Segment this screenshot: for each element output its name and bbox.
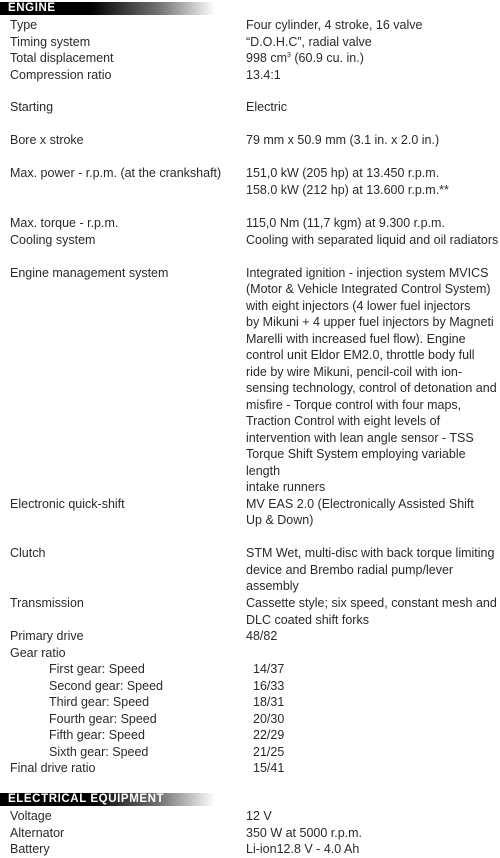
spec-value-tail: (60.9 cu. in.) xyxy=(290,51,364,65)
spec-value: Cooling with separated liquid and oil radiators xyxy=(246,232,499,247)
spec-value: Electric xyxy=(246,100,287,114)
spec-label: Cooling system xyxy=(10,232,96,247)
superscript: 3 xyxy=(287,52,291,59)
spec-label: Total displacement xyxy=(10,51,114,65)
spec-value: 12 V xyxy=(246,809,272,823)
spec-value: 18/31 xyxy=(253,695,285,709)
spec-label: Battery xyxy=(10,842,50,856)
spec-value: 22/29 xyxy=(253,728,285,742)
spec-label: Gear ratio xyxy=(10,645,66,660)
spec-label: Clutch xyxy=(10,546,46,560)
spec-label: Transmission xyxy=(10,596,84,610)
spec-label: Alternator xyxy=(10,825,65,840)
spec-label: Voltage xyxy=(10,809,52,823)
spec-value: STM Wet, multi-disc with back torque limiting device and Brembo radial pump/lever assembly xyxy=(246,546,495,593)
spec-label: Starting xyxy=(10,100,54,114)
spec-label: Fifth gear: Speed xyxy=(49,728,145,742)
spec-value: 350 W at 5000 r.p.m. xyxy=(246,825,363,840)
spec-value: 115,0 Nm (11,7 kgm) at 9.300 r.p.m. xyxy=(246,216,445,230)
spec-value: 16/33 xyxy=(253,678,285,693)
spec-label: Max. power - r.p.m. (at the crankshaft) xyxy=(10,166,222,180)
spec-value: Integrated ignition - injection system MVICS (Motor & Vehicle Integrated Control System) with eight injectors (4 lower fuel injectors by Mikuni + 4 upper fuel injectors by Magneti Marelli with increased fuel flow). Engine control unit Eldor EM2.0, throttle body full ride by wire Mikuni, pencil-coil with ion- sensing technology, control of detonation and misfire - Torque control with four maps, Traction Control with eight levels of intervention with lean angle sensor - TSS Torque Shift System employing variable length intake runners xyxy=(246,265,497,494)
spec-label: Sixth gear: Speed xyxy=(49,744,149,759)
spec-value: “D.O.H.C”, radial valve xyxy=(246,34,372,49)
spec-label: First gear: Speed xyxy=(49,662,145,676)
spec-label: Engine management system xyxy=(10,265,169,280)
spec-label: Electronic quick-shift xyxy=(10,496,125,511)
spec-value: Li-ion12.8 V - 4.0 Ah xyxy=(246,842,360,856)
spec-value: 15/41 xyxy=(253,761,285,775)
section-header-engine: ENGINE xyxy=(0,2,215,15)
spec-label: Final drive ratio xyxy=(10,761,96,775)
spec-label: Timing system xyxy=(10,34,91,49)
spec-label: Max. torque - r.p.m. xyxy=(10,216,119,230)
section-header-electrical: ELECTRICAL EQUIPMENT xyxy=(0,793,215,806)
spec-value: Cassette style; six speed, constant mesh and DLC coated shift forks xyxy=(246,596,497,627)
spec-label: Second gear: Speed xyxy=(49,678,163,693)
spec-label: Third gear: Speed xyxy=(49,695,150,709)
spec-value: 14/37 xyxy=(253,662,285,676)
spec-label: Type xyxy=(10,18,38,32)
spec-value xyxy=(246,50,500,67)
spec-value: Four cylinder, 4 stroke, 16 valve xyxy=(246,18,423,32)
spec-value-main: 998 cm xyxy=(246,51,287,65)
spec-value: MV EAS 2.0 (Electronically Assisted Shift Up & Down) xyxy=(246,496,474,527)
spec-value: 151,0 kW (205 hp) at 13.450 r.p.m. 158.0 kW (212 hp) at 13.600 r.p.m.** xyxy=(246,166,449,197)
spec-value: 20/30 xyxy=(253,711,285,726)
spec-value: 21/25 xyxy=(253,744,285,759)
spec-value: 13.4:1 xyxy=(246,67,281,82)
spec-value: 48/82 xyxy=(246,629,278,643)
spec-label: Compression ratio xyxy=(10,67,112,82)
spec-label: Fourth gear: Speed xyxy=(49,711,157,726)
spec-value: 79 mm x 50.9 mm (3.1 in. x 2.0 in.) xyxy=(246,133,440,147)
spec-label: Bore x stroke xyxy=(10,133,84,147)
spec-label: Primary drive xyxy=(10,629,84,643)
